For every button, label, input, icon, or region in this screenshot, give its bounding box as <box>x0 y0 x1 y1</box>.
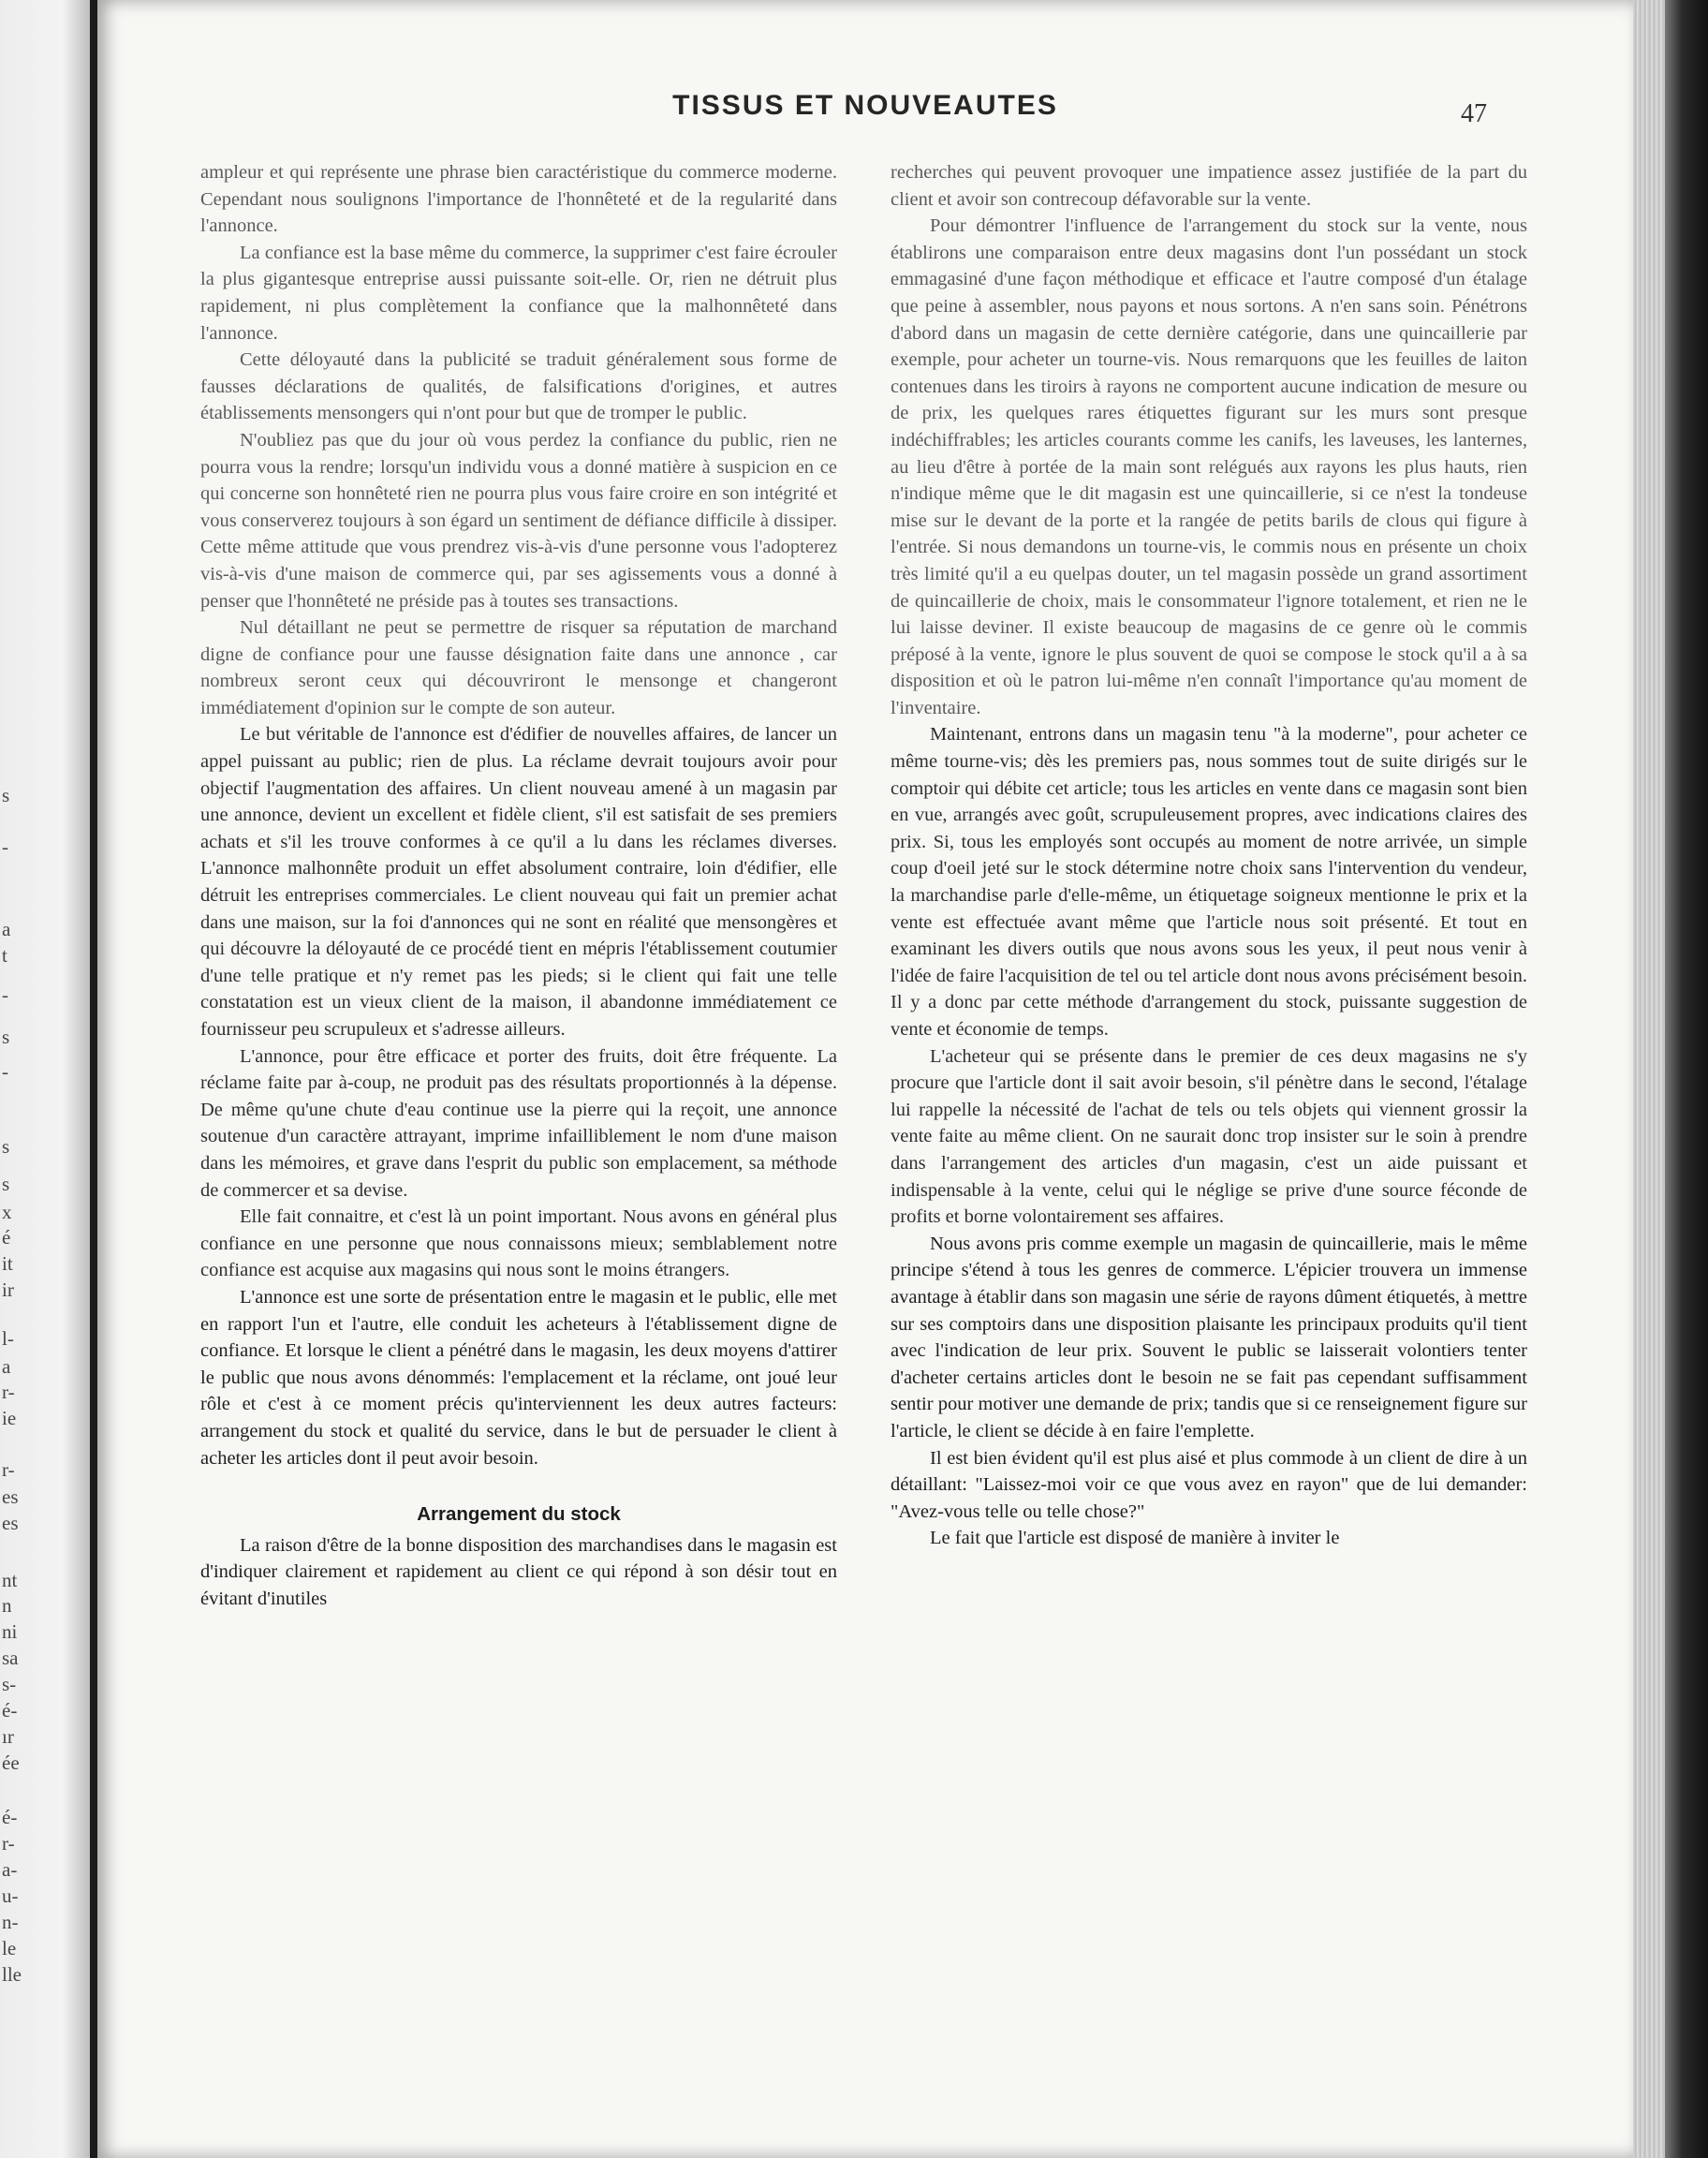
margin-fragment: a <box>2 1355 11 1378</box>
paragraph: La raison d'être de la bonne disposition des marchandises dans le magasin est d'indiquer clairement et rapidement au client ce qui répond à son désir tout en évitant d'inutiles <box>200 1534 837 1609</box>
margin-fragment: l- <box>2 1327 14 1350</box>
margin-fragment: r- <box>2 1458 15 1481</box>
margin-fragment: s <box>2 1135 10 1158</box>
margin-fragment: é- <box>2 1806 18 1828</box>
paragraph: L'annonce, pour être efficace et porter des fruits, doit être fréquente. La réclame faite par à-coup, ne produit pas des résultats proportionnés à la dépense. De même qu'une chute d'eau continue use la pierre qui la reçoit, une annonce soutenue d'un caractère attrayant, imprime infailliblement le nom d'une maison dans les mémoires, et grave dans l'esprit du public son emplacement, sa méthode de commercer et sa devise. <box>200 1045 837 1201</box>
margin-fragment: s <box>2 784 10 806</box>
book-edge <box>1633 0 1708 2158</box>
margin-fragment: s <box>2 1026 10 1048</box>
paragraph: Le but véritable de l'annonce est d'édifier de nouvelles affaires, de lancer un appel puissant au public; rien de plus. La réclame devrait toujours avoir pour objectif l'augmentation des affaires. Un client nouveau amené à un magasin par une annonce, devient un excellent et fidèle client, s'il est satisfait de ses premiers achats et s'il les trouve conformes à ce qu'il a lu dans les réclames diverses. L'annonce malhonnête produit un effet absolument contraire, loin d'édifier, elle détruit les entreprises commerciales. Le client nouveau qui fait un premier achat dans une maison, sur la foi d'annonces qui ne sont en réalité que mensongères et qui découvre la déloyauté de ce procédé tient en mépris l'établissement coutumier d'une telle pratique et n'y remet pas les pieds; si le client qui fait une telle constatation est un vieux client de la maison, il abandonne immédiatement ce fournisseur peu scrupuleux et s'adresse ailleurs. <box>200 724 837 1040</box>
margin-fragment: ir <box>2 1279 14 1301</box>
margin-fragment: n <box>2 1594 12 1617</box>
paragraph: L'annonce est une sorte de présentation entre le magasin et le public, elle met en rapport l'un et l'autre, elle conduit les acheteurs à l'établissement digne de confiance. Et lorsque le client a pénétré dans le magasin, les deux moyens d'attirer le public que nous avons dénommés: l'emplacement et la réclame, ont joué leur rôle et c'est à ce moment précis qu'interviennent les deux autres facteurs: arrangement du stock et qualité du service, dans le but de persuader le client à acheter les articles dont il peut avoir besoin. <box>200 1286 837 1469</box>
margin-fragment: sa <box>2 1647 19 1669</box>
paragraph: Elle fait connaitre, et c'est là un point important. Nous avons en général plus confiance en une personne que nous connaissons mieux; semblablement notre confiance est acquise aux magasins qui nous sont le moins étrangers. <box>200 1206 837 1281</box>
margin-fragment: es <box>2 1485 19 1508</box>
paragraph: Pour démontrer l'influence de l'arrangement du stock sur la vente, nous établirons une comparaison entre deux magasins dont l'un possédant un stock emmagasiné d'une façon méthodique et efficace et l'autre composé d'un étalage que peine à assembler, nous payons et nous sortons. A n'en sans soin. Pénétrons d'abord dans un magasin de cette dernière catégorie, dans une quincaillerie par exemple, pour acheter un tourne-vis. Nous remarquons que les feuilles de laiton contenues dans les tiroirs à rayons ne comportent aucune indication de mesure ou de prix, les quelques rares étiquettes figurant sur les murs sont presque indéchiffrables; les articles courants comme les canifs, les laveuses, les lanternes, au lieu d'être à portée de la main sont relégués aux rayons les plus hauts, rien n'indique même que le dit magasin est une quincaillerie, si ce n'est la tondeuse mise sur le devant de la porte et la rangée de petits barils de clous qui figure à l'entrée. Si nous demandons un tourne-vis, le commis nous en présente un choix très limité qu'il a eu quelpas douter, un tel magasin possède un grand assortiment de quincaillerie de choix, mais le consommateur l'ignore totalement, et rien ne le lui laisse deviner. Il existe beaucoup de magasins de ce genre où le commis préposé à la vente, ignore le plus souvent de quoi se compose le stock qu'il a à sa disposition et où le patron lui-même n'en connaît l'importance qu'au moment de l'inventaire. <box>891 215 1527 718</box>
margin-fragment: it <box>2 1252 13 1275</box>
margin-fragment: - <box>2 835 8 858</box>
margin-fragment: ie <box>2 1407 17 1429</box>
paragraph: recherches qui peuvent provoquer une impatience assez justifiée de la part du client et avoir son contrecoup défavorable sur la vente. <box>891 162 1527 210</box>
paragraph: L'acheteur qui se présente dans le premier de ces deux magasins ne s'y procure que l'article dont il sait avoir besoin, s'il pénètre dans le second, l'étalage lui rappelle la nécessité de l'achat de tels ou tels objets qui viennent grossir la vente faite au même client. On ne saurait donc trop insister sur le soin à prendre dans l'arrangement des articles d'un magasin, c'est un aide puissant et indispensable à la vente, celui qui le néglige se prive d'une source féconde de profits et borne volontairement ses affaires. <box>891 1045 1527 1228</box>
running-title: TISSUS ET NOUVEAUTES <box>672 90 1058 121</box>
margin-fragment: ée <box>2 1752 20 1774</box>
paragraph: N'oubliez pas que du jour où vous perdez la confiance du public, rien ne pourra vous la rendre; lorsqu'un individu vous a donné matière à suspicion en ce qui concerne son honnêteté rien ne pourra plus vous faire croire en son intégrité et vous conserverez toujours à son égard un sentiment de défiance difficile à dissiper. Cette même attitude que vous prendrez vis-à-vis d'une personne vous l'adopterez vis-à-vis d'une maison de commerce qui, par ses agissements vous a donné à penser que l'honnêteté ne préside pas à toutes ses transactions. <box>200 429 837 612</box>
margin-fragment: r- <box>2 1832 15 1855</box>
margin-fragment: lle <box>2 1963 22 1986</box>
paragraph: Cette déloyauté dans la publicité se traduit généralement sous forme de fausses déclarations de qualités, de falsifications d'origines, et autres établissements mensongers qui n'ont pour but que de tromper le public. <box>200 349 837 424</box>
margin-fragment: ni <box>2 1620 18 1643</box>
paragraph: La confiance est la base même du commerce, la supprimer c'est faire écrouler la plus gigantesque entreprise aussi puissante soit-elle. Or, rien ne détruit plus rapidement, ni plus complètement la confiance que la malhonnêteté dans l'annonce. <box>200 242 837 344</box>
paragraph: ampleur et qui représente une phrase bien caractéristique du commerce moderne. Cependant nous soulignons l'importance de l'honnêteté et de la regularité dans l'annonce. <box>200 162 837 237</box>
margin-fragment: ır <box>2 1725 14 1748</box>
paragraph: Nous avons pris comme exemple un magasin de quincaillerie, mais le même principe s'étend à tous les genres de commerce. L'épicier trouvera un immense avantage à établir dans son magasin une série de rayons dûment étiquetés, à mettre sur ses comptoirs dans une disposition plaisante les principaux produits qu'il tient avec l'indication de leur prix. Souvent le public se laisserait volontiers tenter d'acheter certains articles dont le besoin ne se fait pas cependant suffisamment sentir pour motiver une demande de prix; tandis que si ce renseignement figure sur l'article, le client se décide à en faire l'emplette. <box>891 1233 1527 1441</box>
facing-page-edge <box>0 0 90 2158</box>
section-heading: Arrangement du stock <box>417 1503 621 1526</box>
margin-fragment: é- <box>2 1699 18 1722</box>
margin-fragment: - <box>2 1060 8 1083</box>
paragraph: Maintenant, entrons dans un magasin tenu "à la moderne", pour acheter ce même tourne-vis; dès les premiers pas, nous sommes tout de suite dirigés sur le comptoir qui débite cet article; tous les articles en vente dans ce magasin sont bien en vue, arrangés avec goût, scrupuleusement propres, avec indications claires des prix. Si, tous les employés sont occupés au moment de notre arrivée, un simple coup d'oeil jeté sur le stock détermine notre choix sans l'intervention du vendeur, la marchandise parle d'elle-même, un étiquetage soigneux mentionne le prix et la vente est effectuée avant même que l'article nous soit présenté. Et tout en examinant les divers outils que nous avons sous les yeux, il peut nous venir à l'idée de faire l'acquisition de tel ou tel article dont nous avons précisément besoin. Il y a donc par cette méthode d'arrangement du stock, puissante suggestion de vente et économie de temps. <box>891 724 1527 1040</box>
page <box>97 0 1633 2158</box>
left-column <box>200 159 837 1612</box>
margin-fragment: é <box>2 1226 11 1249</box>
margin-fragment: u- <box>2 1885 19 1907</box>
paragraph: Le fait que l'article est disposé de manière à inviter le <box>930 1528 1340 1549</box>
margin-fragment: r- <box>2 1381 15 1403</box>
margin-fragment: a- <box>2 1858 18 1881</box>
margin-fragment: t <box>2 944 7 967</box>
book-edge-shadow <box>1665 0 1708 2158</box>
paragraph: Nul détaillant ne peut se permettre de risquer sa réputation de marchand digne de confiance pour une fausse désignation faite dans une annonce , car nombreux seront ceux qui découvriront le mensonge et changeront immédiatement d'opinion sur le compte de son auteur. <box>200 617 837 718</box>
margin-fragment: - <box>2 983 8 1006</box>
margin-fragment: n- <box>2 1911 19 1933</box>
paragraph: Il est bien évident qu'il est plus aisé et plus commode à un client de dire à un détaillant: "Laissez-moi voir ce que vous avez en rayon" que de lui demander: "Avez-vous telle ou telle chose?" <box>891 1447 1527 1522</box>
page-number: 47 <box>1461 99 1487 128</box>
margin-fragment: le <box>2 1937 17 1959</box>
margin-fragment: nt <box>2 1569 18 1591</box>
right-column <box>891 159 1527 1552</box>
margin-fragment: s <box>2 1173 10 1195</box>
margin-fragment: a <box>2 918 11 940</box>
margin-fragment: es <box>2 1512 19 1534</box>
margin-fragment: s- <box>2 1673 17 1695</box>
margin-fragment: x <box>2 1201 12 1223</box>
